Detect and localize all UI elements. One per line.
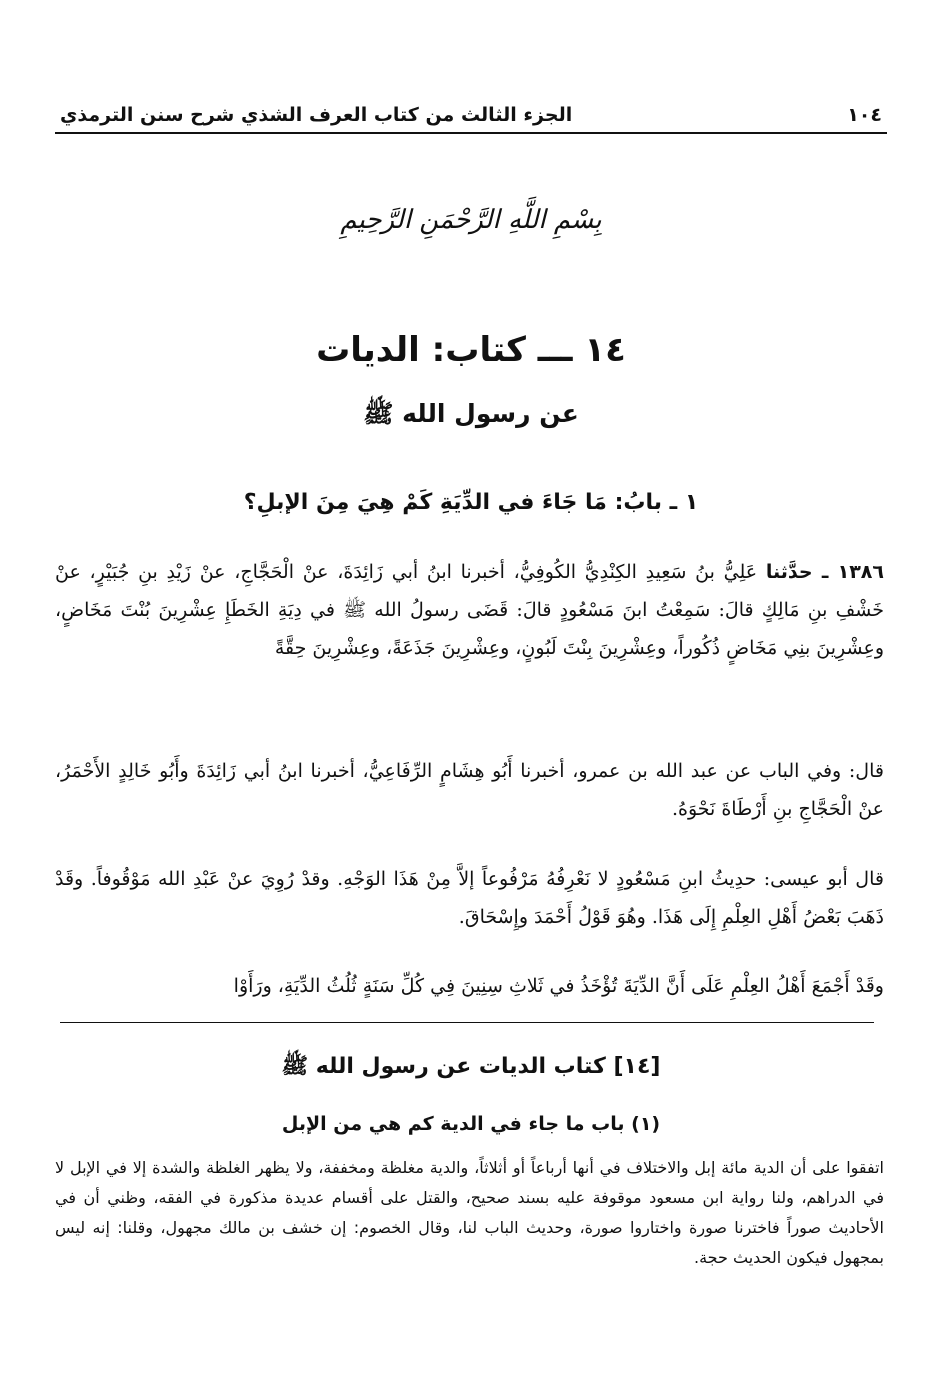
hadith-number: ١٣٨٦ ـ حدَّثنا [765,561,884,583]
basmala: بِسْمِ اللَّهِ الرَّحْمَنِ الرَّحِيمِ [340,205,602,235]
paragraph-consensus: وقَدْ أَجْمَعَ أَهْلُ العِلْمِ عَلَى أَنَّ الدِّيَةَ تُؤْخَذُ في ثَلاثِ سِنِينَ فِي كُلِّ سَنَةٍ ثُلُثُ الدِّيَةِ، ورَأَوْا [233,975,884,997]
commentary-subtitle: (١) باب ما جاء في الدية كم هي من الإبل [281,1113,661,1135]
hadith-paragraph [55,553,884,667]
header-rule [55,132,887,134]
chapter-title: ١ ـ بابُ: مَا جَاءَ في الدِّيَةِ كَمْ هِيَ مِنَ الإبلِ؟ [243,490,699,515]
paragraph-narration: قال: وفي الباب عن عبد الله بن عمرو، أخبرنا أَبُو هِشَامٍ الرِّفَاعِيُّ، أخبرنا ابنُ أبي زَائِدَةَ وأَبُو خَالِدٍ الأَحْمَرُ، عنْ الْحَجَّاجِ بنِ أَرْطَاةَ نَحْوَهُ. [55,760,884,820]
page-number: ١٠٤ [847,104,882,126]
commentary-text: اتفقوا على أن الدية مائة إبل والاختلاف في أنها أرباعاً أو أثلاثاً، والدية مغلظة ومخففة، ولا يظهر الغلظة والشدة إلا في الإبل لا في الدراهم، ولنا رواية ابن مسعود موقوفة عليه بسند صحيح، والقتل على أقسام عديدة مذكورة في الفقه، وظني أن في الأحاديث صوراً فاخترنا صورة واختاروا صورة، وحديث الباب لنا، وقال الخصوم: إن خشف بن مالك مجهول، وقلنا: إنه ليس بمجهول فيكون الحديث حجة. [55,1158,884,1267]
paragraph-grading: قال أبو عيسى: حدِيثُ ابنِ مَسْعُودٍ لا نَعْرِفُهُ مَرْفُوعاً إلاَّ مِنْ هَذَا الوَجْهِ. وقدْ رُوِيَ عنْ عَبْدِ الله مَوْقُوفاً. وقَدْ ذَهَبَ بَعْضُ أَهْلِ العِلْمِ إِلَى هَذَا. وهُوَ قَوْلُ أَحْمَدَ وإِسْحَاقَ. [55,868,884,928]
footnote-divider [60,1022,874,1023]
book-subtitle: عن رسول الله ﷺ [363,399,579,428]
hadith-text: عَلِيُّ بنُ سَعِيدِ الكِنْدِيُّ الكُوفِيُّ، أخبرنا ابنُ أبي زَائِدَةَ، عنْ الْحَجَّاجِ، عنْ زَيْدِ بنِ جُبَيْرٍ، عنْ خَشْفِ بنِ مَالِكٍ قالَ: سَمِعْتُ ابنَ مَسْعُودٍ قالَ: قَضَى رسولُ الله ﷺ في دِيَةِ الخَطَإِ عِشْرِينَ بُنْتَ مَخَاضٍ، وعِشْرِينَ بنِي مَخَاضٍ ذُكُوراً، وعِشْرِينَ بِنْتَ لَبُونٍ، وعِشْرِينَ جَذَعَةً، وعِشْرِينَ حِقَّةً [55,561,884,659]
book-title: ١٤ ـــ كتاب: الديات [316,330,626,370]
commentary-title: [١٤] كتاب الديات عن رسول الله ﷺ [281,1054,661,1079]
running-header [60,86,882,126]
running-title: الجزء الثالث من كتاب العرف الشذي شرح سنن الترمذي [60,104,573,126]
